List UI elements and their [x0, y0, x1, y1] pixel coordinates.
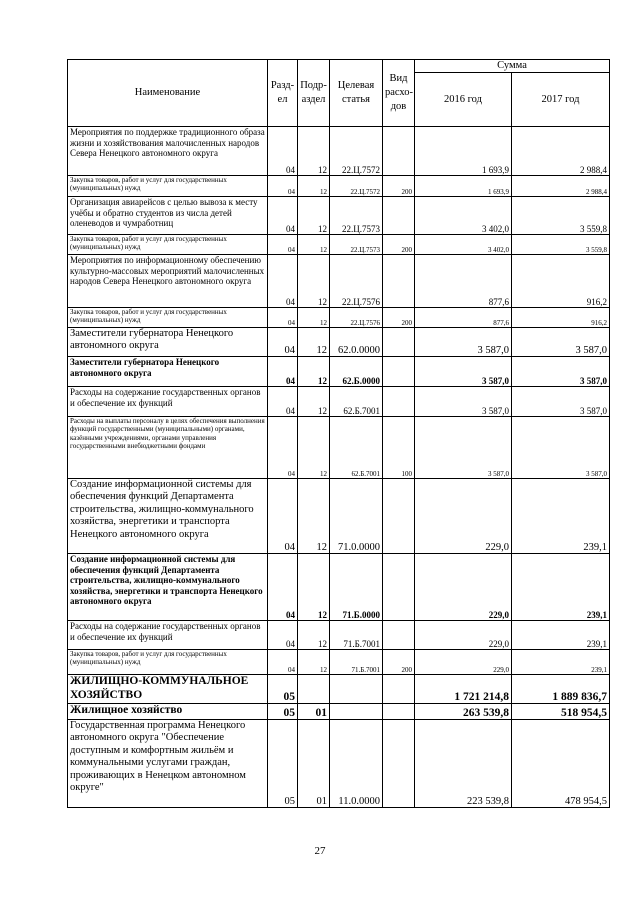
- row-name: Расходы на содержание государственных органов и обеспечение их функций: [68, 621, 268, 650]
- row-amount-2017: 3 587,0: [512, 328, 610, 357]
- row-podrazdel: 12: [298, 255, 330, 308]
- row-celevaya: 71.Б.7001: [330, 621, 383, 650]
- row-podrazdel: 12: [298, 197, 330, 235]
- row-amount-2016: 3 402,0: [415, 235, 512, 255]
- row-vid: 100: [383, 417, 415, 479]
- table-row: [68, 197, 610, 235]
- row-amount-2016: 229,0: [415, 621, 512, 650]
- header-year-2017: 2017 год: [512, 73, 610, 127]
- page-number: 27: [314, 845, 326, 857]
- row-podrazdel: 12: [298, 235, 330, 255]
- row-podrazdel: 01: [298, 720, 330, 808]
- row-amount-2016: 223 539,8: [415, 720, 512, 808]
- row-celevaya: 11.0.0000: [330, 720, 383, 808]
- row-podrazdel: 12: [298, 127, 330, 176]
- row-razdel: 04: [268, 554, 298, 621]
- row-amount-2016: 3 587,0: [415, 387, 512, 417]
- table-row: [68, 127, 610, 176]
- row-podrazdel: 12: [298, 417, 330, 479]
- row-razdel: 04: [268, 235, 298, 255]
- row-celevaya: 71.0.0000: [330, 479, 383, 554]
- row-amount-2016: 877,6: [415, 308, 512, 328]
- row-amount-2016: 3 587,0: [415, 417, 512, 479]
- row-amount-2017: 3 559,8: [512, 197, 610, 235]
- row-amount-2016: 263 539,8: [415, 704, 512, 720]
- table-row: [68, 650, 610, 675]
- table-row: [68, 479, 610, 554]
- row-vid: [383, 720, 415, 808]
- row-amount-2017: 3 587,0: [512, 387, 610, 417]
- row-podrazdel: 12: [298, 621, 330, 650]
- header-razdel: Раздел: [268, 60, 298, 127]
- row-vid: [383, 387, 415, 417]
- table-row: [68, 255, 610, 308]
- row-razdel: 04: [268, 387, 298, 417]
- row-razdel: 04: [268, 650, 298, 675]
- row-razdel: 04: [268, 255, 298, 308]
- row-amount-2017: 916,2: [512, 308, 610, 328]
- row-name: Расходы на содержание государственных органов и обеспечение их функций: [68, 387, 268, 417]
- budget-table: [67, 59, 610, 808]
- table-row: [68, 357, 610, 387]
- row-razdel: 04: [268, 308, 298, 328]
- row-amount-2016: 229,0: [415, 554, 512, 621]
- row-vid: 200: [383, 176, 415, 197]
- row-amount-2016: 1 721 214,8: [415, 675, 512, 704]
- row-celevaya: 22.Ц.7572: [330, 176, 383, 197]
- row-celevaya: 62.0.0000: [330, 328, 383, 357]
- row-celevaya: 22.Ц.7572: [330, 127, 383, 176]
- row-amount-2016: 229,0: [415, 479, 512, 554]
- row-vid: [383, 197, 415, 235]
- row-celevaya: 62.Б.0000: [330, 357, 383, 387]
- row-vid: [383, 127, 415, 176]
- row-razdel: 04: [268, 621, 298, 650]
- row-amount-2017: 478 954,5: [512, 720, 610, 808]
- row-razdel: 05: [268, 675, 298, 704]
- row-celevaya: 62.Б.7001: [330, 387, 383, 417]
- table-row: [68, 554, 610, 621]
- row-name: Расходы на выплаты персоналу в целях обеспечения выполнения функций государственными (муниципальными) органами, казёнными учреждениями, органами управления государственными внебюджетными фондами: [68, 417, 268, 479]
- row-razdel: 04: [268, 176, 298, 197]
- header-podrazdel: Подраздел: [298, 60, 330, 127]
- row-vid: [383, 554, 415, 621]
- row-vid: [383, 328, 415, 357]
- row-podrazdel: 12: [298, 357, 330, 387]
- row-razdel: 04: [268, 417, 298, 479]
- row-name: Заместители губернатора Ненецкого автономного округа: [68, 357, 268, 387]
- row-razdel: 04: [268, 127, 298, 176]
- row-celevaya: 71.Б.7001: [330, 650, 383, 675]
- row-name: Закупка товаров, работ и услуг для государственных (муниципальных) нужд: [68, 650, 268, 675]
- header-celevaya: Целевая статья: [330, 60, 383, 127]
- row-vid: [383, 704, 415, 720]
- row-name: Заместители губернатора Ненецкого автономного округа: [68, 328, 268, 357]
- row-razdel: 05: [268, 704, 298, 720]
- table-row: [68, 720, 610, 808]
- header-name: Наименование: [68, 60, 268, 127]
- row-amount-2016: 3 587,0: [415, 328, 512, 357]
- row-podrazdel: 12: [298, 308, 330, 328]
- table-row: [68, 621, 610, 650]
- row-amount-2017: 3 587,0: [512, 357, 610, 387]
- row-amount-2016: 229,0: [415, 650, 512, 675]
- row-amount-2016: 1 693,9: [415, 127, 512, 176]
- row-amount-2017: 239,1: [512, 621, 610, 650]
- row-amount-2016: 877,6: [415, 255, 512, 308]
- row-podrazdel: 12: [298, 554, 330, 621]
- row-podrazdel: 01: [298, 704, 330, 720]
- row-razdel: 04: [268, 357, 298, 387]
- row-vid: 200: [383, 235, 415, 255]
- row-amount-2016: 3 587,0: [415, 357, 512, 387]
- row-podrazdel: 12: [298, 387, 330, 417]
- row-amount-2017: 239,1: [512, 650, 610, 675]
- row-name: Закупка товаров, работ и услуг для государственных (муниципальных) нужд: [68, 176, 268, 197]
- row-podrazdel: 12: [298, 328, 330, 357]
- row-amount-2017: 2 988,4: [512, 127, 610, 176]
- row-celevaya: 22.Ц.7576: [330, 255, 383, 308]
- table-row: [68, 328, 610, 357]
- row-vid: 200: [383, 308, 415, 328]
- table-row: [68, 176, 610, 197]
- row-name: Создание информационной системы для обеспечения функций Департамента строительства, жилищно-коммунального хозяйства, энергетики и транспорта Ненецкого автономного округа: [68, 554, 268, 621]
- row-celevaya: 22.Ц.7576: [330, 308, 383, 328]
- row-name: Закупка товаров, работ и услуг для государственных (муниципальных) нужд: [68, 308, 268, 328]
- row-amount-2016: 1 693,9: [415, 176, 512, 197]
- row-name: Государственная программа Ненецкого автономного округа "Обеспечение доступным и комфортным жильём и коммунальными услугами граждан, проживающих в Ненецком автономном округе": [68, 720, 268, 808]
- row-razdel: 04: [268, 197, 298, 235]
- row-vid: 200: [383, 650, 415, 675]
- row-name: Мероприятия по поддержке традиционного образа жизни и хозяйствования малочисленных народов Севера Ненецкого автономного округа: [68, 127, 268, 176]
- row-razdel: 05: [268, 720, 298, 808]
- table-row: [68, 235, 610, 255]
- header-summa: Сумма: [415, 60, 610, 73]
- row-amount-2016: 3 402,0: [415, 197, 512, 235]
- row-amount-2017: 3 559,8: [512, 235, 610, 255]
- header-year-2016: 2016 год: [415, 73, 512, 127]
- row-amount-2017: 2 988,4: [512, 176, 610, 197]
- table-row: [68, 417, 610, 479]
- row-name: Создание информационной системы для обеспечения функций Департамента строительства, жилищно-коммунального хозяйства, энергетики и транспорта Ненецкого автономного округа: [68, 479, 268, 554]
- row-podrazdel: [298, 675, 330, 704]
- table-row: [68, 308, 610, 328]
- row-razdel: 04: [268, 328, 298, 357]
- row-razdel: 04: [268, 479, 298, 554]
- row-celevaya: 71.Б.0000: [330, 554, 383, 621]
- row-name: Организация авиарейсов с целью вывоза к месту учёбы и обратно студентов из числа детей оленеводов и чумработниц: [68, 197, 268, 235]
- row-celevaya: 62.Б.7001: [330, 417, 383, 479]
- row-amount-2017: 1 889 836,7: [512, 675, 610, 704]
- row-name: ЖИЛИЩНО-КОММУНАЛЬНОЕ ХОЗЯЙСТВО: [68, 675, 268, 704]
- row-name: Закупка товаров, работ и услуг для государственных (муниципальных) нужд: [68, 235, 268, 255]
- row-vid: [383, 255, 415, 308]
- row-name: Жилищное хозяйство: [68, 704, 268, 720]
- row-celevaya: 22.Ц.7573: [330, 197, 383, 235]
- table-row: [68, 704, 610, 720]
- table-row: [68, 675, 610, 704]
- row-podrazdel: 12: [298, 176, 330, 197]
- row-celevaya: [330, 704, 383, 720]
- row-name: Мероприятия по информационному обеспечению культурно-массовых мероприятий малочисленных народов Севера Ненецкого автономного округа: [68, 255, 268, 308]
- row-amount-2017: 3 587,0: [512, 417, 610, 479]
- row-podrazdel: 12: [298, 479, 330, 554]
- row-vid: [383, 357, 415, 387]
- row-celevaya: 22.Ц.7573: [330, 235, 383, 255]
- table-row: [68, 387, 610, 417]
- header-vid: Вид расходов: [383, 60, 415, 127]
- row-podrazdel: 12: [298, 650, 330, 675]
- row-vid: [383, 621, 415, 650]
- row-amount-2017: 239,1: [512, 554, 610, 621]
- row-celevaya: [330, 675, 383, 704]
- row-amount-2017: 239,1: [512, 479, 610, 554]
- row-vid: [383, 479, 415, 554]
- row-vid: [383, 675, 415, 704]
- row-amount-2017: 518 954,5: [512, 704, 610, 720]
- row-amount-2017: 916,2: [512, 255, 610, 308]
